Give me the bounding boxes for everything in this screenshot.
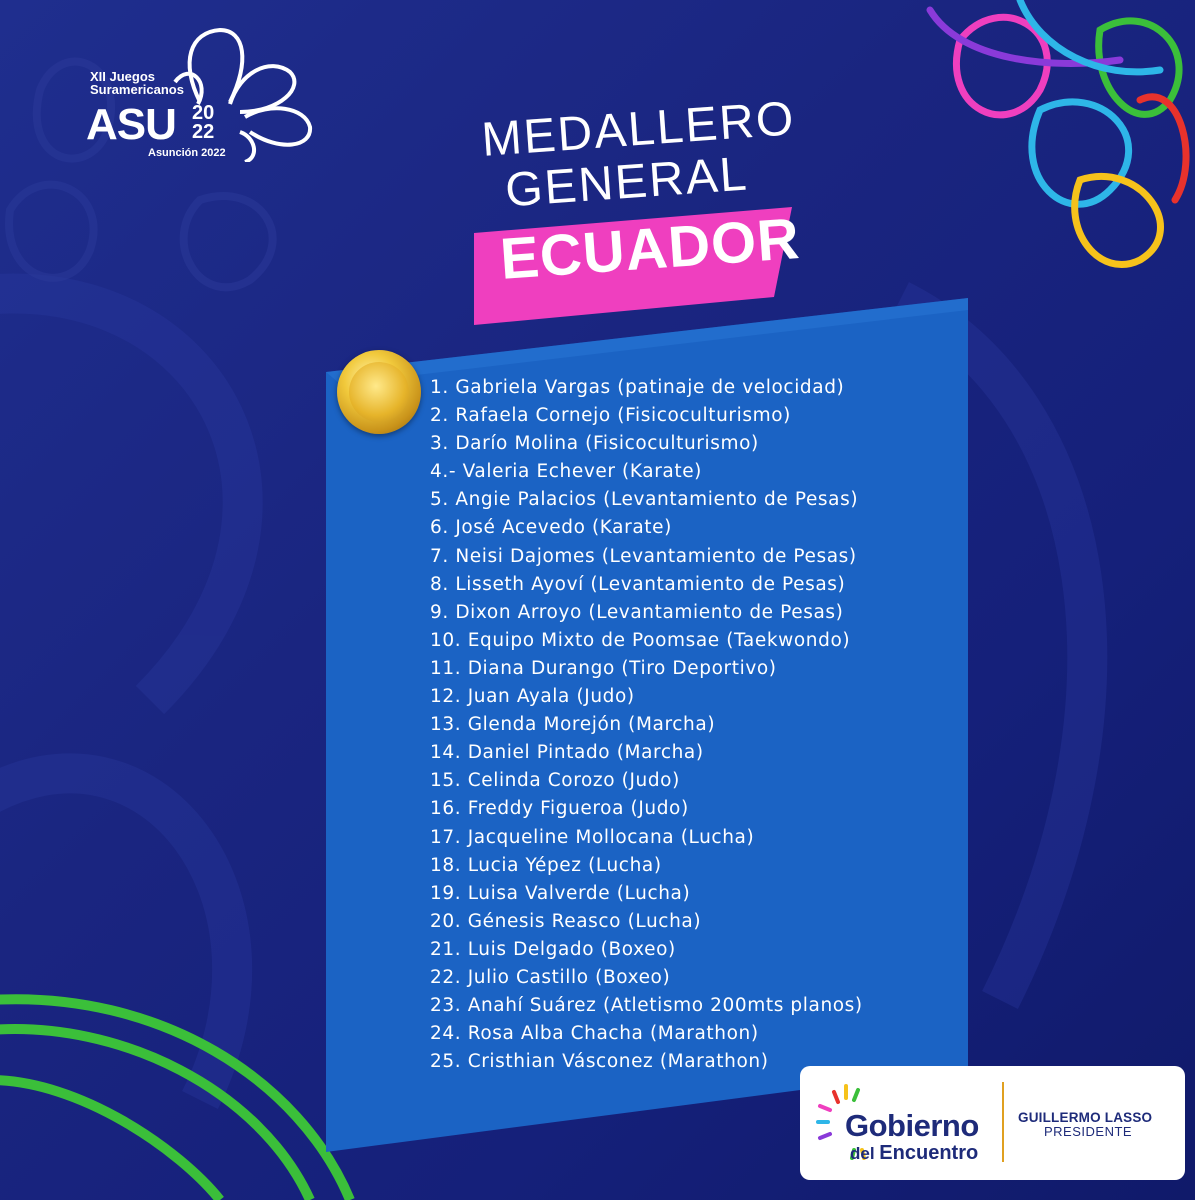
logo-year	[192, 104, 214, 142]
list-item: 3. Darío Molina (Fisicoculturismo)	[430, 433, 759, 455]
logo-year-top: 20	[192, 102, 215, 124]
country-name: ECUADOR	[498, 206, 803, 292]
medalist-list	[430, 374, 863, 1076]
logo-line-2: Suramericanos	[90, 82, 184, 97]
footer-divider	[1002, 1082, 1004, 1162]
list-item: 5. Angie Palacios (Levantamiento de Pesas)	[430, 489, 859, 511]
list-item: 12. Juan Ayala (Judo)	[430, 686, 635, 708]
president-name: GUILLERMO LASSO	[1018, 1110, 1153, 1125]
gobierno-subbrand	[850, 1142, 978, 1165]
list-item: 20. Génesis Reasco (Lucha)	[430, 910, 702, 932]
gold-medal-icon	[337, 350, 421, 434]
list-item: 22. Julio Castillo (Boxeo)	[430, 966, 671, 988]
list-item: 6. José Acevedo (Karate)	[430, 517, 672, 539]
list-item: 23. Anahí Suárez (Atletismo 200mts planos)	[430, 995, 863, 1017]
logo-mark: ASU	[86, 100, 176, 149]
title-line-1: MEDALLERO	[479, 92, 797, 167]
list-item: 7. Neisi Dajomes (Levantamiento de Pesas)	[430, 545, 857, 567]
list-item: 10. Equipo Mixto de Poomsae (Taekwondo)	[430, 629, 851, 651]
list-item: 24. Rosa Alba Chacha (Marathon)	[430, 1023, 759, 1045]
list-item: 13. Glenda Morejón (Marcha)	[430, 714, 716, 736]
title-line-2: GENERAL	[503, 147, 751, 218]
list-item: 11. Diana Durango (Tiro Deportivo)	[430, 657, 777, 679]
list-item: 18. Lucia Yépez (Lucha)	[430, 854, 662, 876]
list-item: 8. Lisseth Ayoví (Levantamiento de Pesas)	[430, 573, 846, 595]
list-item: 16. Freddy Figueroa (Judo)	[430, 798, 689, 820]
list-item: 4.- Valeria Echever (Karate)	[430, 461, 702, 483]
list-item: 15. Celinda Corozo (Judo)	[430, 770, 680, 792]
president-title: PRESIDENTE	[1044, 1124, 1133, 1139]
gobierno-suffix: Encuentro	[879, 1142, 979, 1164]
list-item: 17. Jacqueline Mollocana (Lucha)	[430, 826, 755, 848]
list-item: 1. Gabriela Vargas (patinaje de velocidad)	[430, 377, 845, 398]
logo-line-1: XII Juegos	[90, 69, 156, 84]
page-title	[480, 93, 801, 219]
asu-2022-logo	[80, 22, 320, 162]
list-item: 19. Luisa Valverde (Lucha)	[430, 882, 691, 904]
list-item: 14. Daniel Pintado (Marcha)	[430, 742, 704, 764]
list-item: 21. Luis Delgado (Boxeo)	[430, 938, 676, 960]
gobierno-prefix: del	[850, 1144, 875, 1163]
gobierno-brand: Gobierno	[845, 1108, 979, 1143]
list-item: 2. Rafaela Cornejo (Fisicoculturismo)	[430, 405, 791, 427]
logo-subtitle: Asunción 2022	[148, 147, 226, 159]
logo-year-bottom: 22	[192, 121, 215, 143]
list-item: 9. Dixon Arroyo (Levantamiento de Pesas)	[430, 601, 844, 623]
list-item: 25. Cristhian Vásconez (Marathon)	[430, 1051, 769, 1073]
